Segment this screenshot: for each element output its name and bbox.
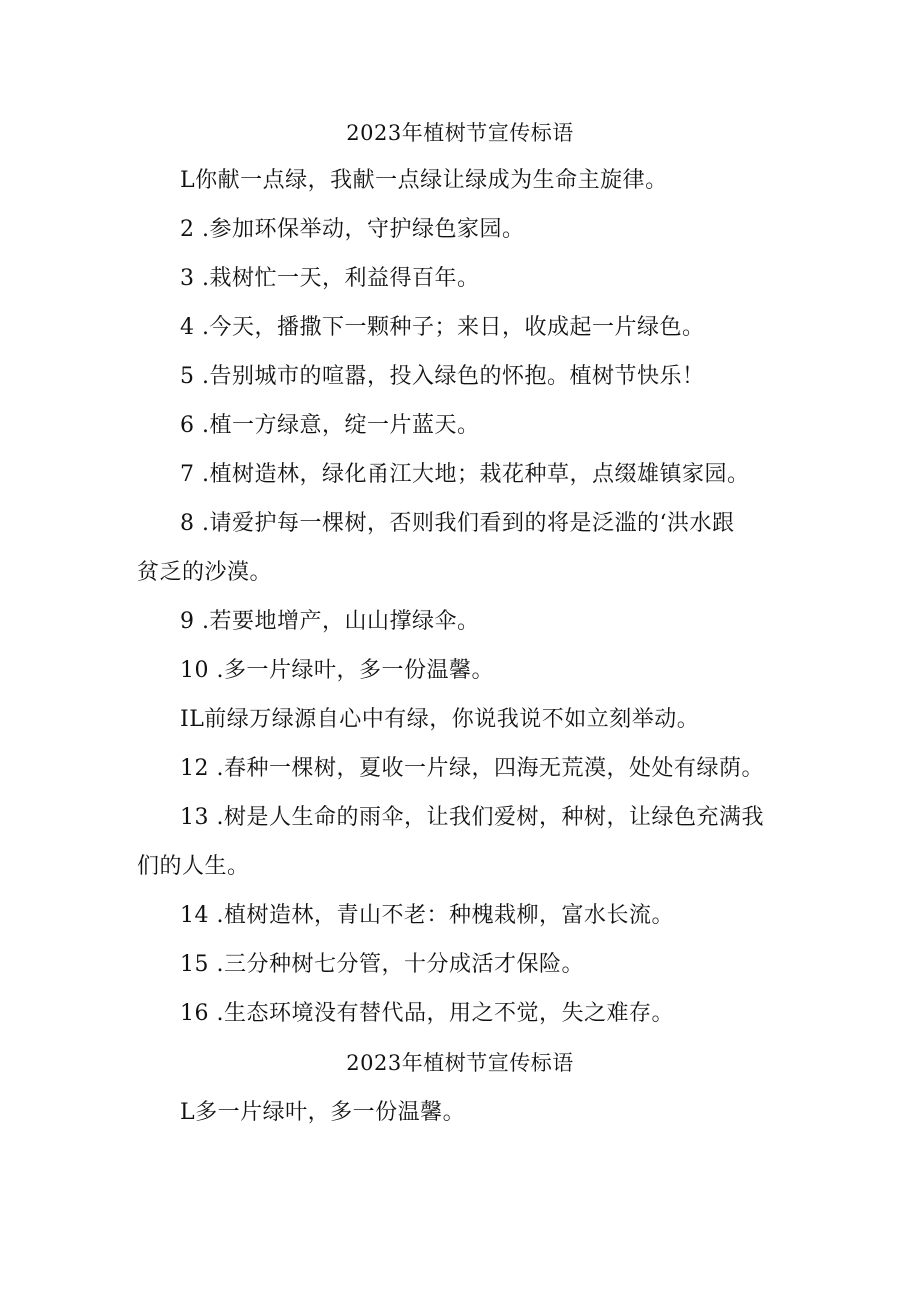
slogan-9: 9 .若要地增产，山山撑绿伞。	[180, 609, 480, 634]
slogan-11: IL前绿万绿源自心中有绿，你说我说不如立刻举动。	[180, 707, 700, 732]
page-title: 2023年植树节宣传标语	[346, 121, 574, 145]
slogan-3: 3 .栽树忙一天，利益得百年。	[180, 266, 480, 291]
slogan-8-continued: 贫乏的沙漠。	[137, 560, 273, 585]
slogan-13-continued: 们的人生。	[137, 854, 250, 879]
slogan-5: 5 .告别城市的喧嚣，投入绿色的怀抱。植树节快乐！	[180, 364, 705, 389]
slogan-7: 7 .植树造林，绿化甬江大地；栽花种草，点缀雄镇家园。	[180, 462, 750, 487]
slogan-8: 8 .请爱护每一棵树，否则我们看到的将是泛滥的‘洪水跟	[180, 511, 735, 536]
slogan-10: 10 .多一片绿叶，多一份温馨。	[180, 658, 494, 683]
slogan-2: 2 .参加环保举动，守护绿色家园。	[180, 217, 525, 242]
section-title: 2023年植树节宣传标语	[346, 1051, 574, 1075]
slogan-14: 14 .植树造林，青山不老：种槐栽柳，富水长流。	[180, 903, 674, 928]
slogan-15: 15 .三分种树七分管，十分成活才保险。	[180, 952, 584, 977]
slogan-second-1: L多一片绿叶，多一份温馨。	[180, 1100, 466, 1125]
slogan-6: 6 .植一方绿意，绽一片蓝天。	[180, 413, 480, 438]
slogan-13: 13 .树是人生命的雨伞，让我们爱树，种树，让绿色充满我	[180, 805, 764, 830]
slogan-1: L你献一点绿，我献一点绿让绿成为生命主旋律。	[180, 168, 668, 193]
slogan-12: 12 .春种一棵树，夏收一片绿，四海无荒漠，处处有绿荫。	[180, 756, 764, 781]
slogan-16: 16 .生态环境没有替代品，用之不觉，失之难存。	[180, 1001, 674, 1026]
slogan-4: 4 .今天，播撒下一颗种子；来日，收成起一片绿色。	[180, 315, 705, 340]
